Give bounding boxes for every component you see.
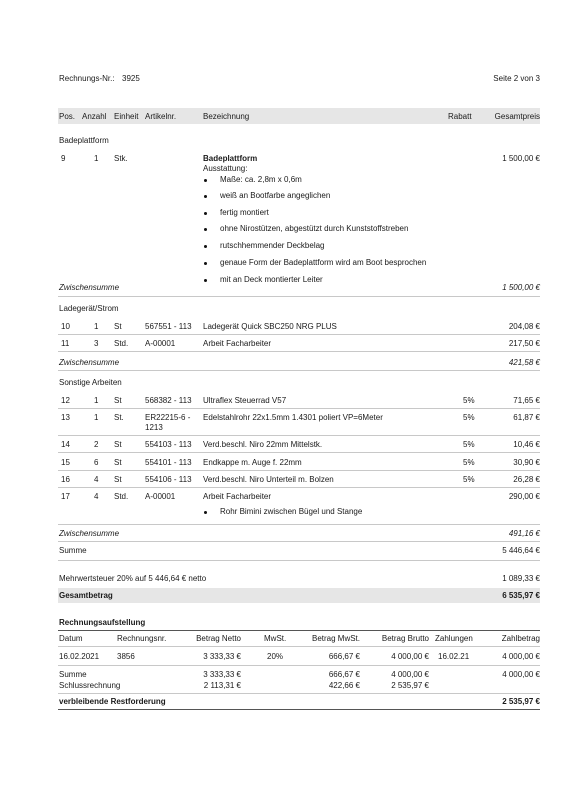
item-description: Verd.beschl. Niro 22mm Mittelstk. [203, 440, 323, 449]
item-discount: 5% [463, 413, 475, 422]
divider [58, 408, 540, 409]
item-description: Ladegerät Quick SBC250 NRG PLUS [203, 322, 337, 331]
group-title: Sonstige Arbeiten [59, 378, 122, 387]
item-qty: 1 [94, 396, 99, 405]
bullet-text: fertig montiert [220, 208, 269, 217]
item-price: 290,00 € [508, 492, 540, 501]
item-article: A-00001 [145, 339, 176, 348]
recap-row-invoice: 3856 [117, 652, 135, 661]
item-price: 1 500,00 € [502, 154, 540, 163]
vat-label: Mehrwertsteuer 20% auf 5 446,64 € netto [59, 574, 207, 583]
bullet-text: Maße: ca. 2,8m x 0,6m [220, 175, 302, 184]
bullet-icon [204, 212, 207, 215]
recap-sum-mwst: 666,67 € [328, 670, 360, 679]
recap-sum-brutto: 4 000,00 € [391, 670, 429, 679]
col-gesamtpreis: Gesamtpreis [494, 112, 540, 121]
item-discount: 5% [463, 440, 475, 449]
item-qty: 4 [94, 492, 99, 501]
remaining-label: verbleibende Restforderung [59, 697, 166, 706]
page-indicator: Seite 2 von 3 [493, 74, 540, 83]
divider [58, 452, 540, 453]
recap-header-zahlungen: Zahlungen [435, 634, 473, 643]
bullet-text: ohne Nirostützen, abgestützt durch Kunststoffstreben [220, 224, 409, 233]
col-artikelnr: Artikelnr. [145, 112, 177, 121]
item-discount: 5% [463, 475, 475, 484]
divider [58, 646, 540, 647]
item-pos: 10 [61, 322, 70, 331]
item-description: Badeplattform [203, 154, 258, 163]
recap-header-betrag-mwst: Betrag MwSt. [311, 634, 360, 643]
bullet-icon [204, 262, 207, 265]
divider [58, 487, 540, 488]
item-qty: 3 [94, 339, 99, 348]
item-description: Arbeit Facharbeiter [203, 339, 272, 348]
item-description: Arbeit Facharbeiter [203, 492, 272, 501]
recap-row-netto: 3 333,33 € [203, 652, 241, 661]
divider [58, 351, 540, 352]
item-description: Edelstahlrohr 22x1.5mm 1.4301 poliert VP=6Meter [203, 413, 383, 422]
recap-header-mwst: MwSt. [264, 634, 287, 643]
item-pos: 12 [61, 396, 70, 405]
item-pos: 14 [61, 440, 70, 449]
recap-final-mwst: 422,66 € [328, 681, 360, 690]
divider [58, 693, 540, 694]
item-unit: St [114, 440, 122, 449]
recap-final-netto: 2 113,31 € [203, 681, 241, 690]
recap-row-date: 16.02.2021 [59, 652, 100, 661]
item-price: 30,90 € [513, 458, 540, 467]
sum-value: 5 446,64 € [502, 546, 540, 555]
item-article: 567551 - 113 [145, 322, 192, 331]
item-article: 554101 - 113 [145, 458, 192, 467]
subtotal-value: 1 500,00 € [502, 283, 540, 292]
col-anzahl: Anzahl [82, 112, 107, 121]
item-discount: 5% [463, 458, 475, 467]
item-unit: Std. [114, 492, 129, 501]
item-price: 71,65 € [513, 396, 540, 405]
subtotal-value: 421,58 € [508, 358, 540, 367]
item-unit: St. [114, 413, 124, 422]
item-article: A-00001 [145, 492, 176, 501]
divider [58, 709, 540, 710]
bullet-icon [204, 228, 207, 231]
item-article: 554106 - 113 [145, 475, 192, 484]
item-article: ER22215-6 - [145, 413, 191, 422]
item-pos: 16 [61, 475, 70, 484]
item-pos: 9 [61, 154, 66, 163]
item-price: 26,28 € [513, 475, 540, 484]
item-pos: 13 [61, 413, 70, 422]
recap-final-label: Schlussrechnung [59, 681, 121, 690]
col-bezeichnung: Bezeichnung [203, 112, 250, 121]
bullet-icon [204, 511, 207, 514]
item-pos: 17 [61, 492, 70, 501]
recap-header-netto: Betrag Netto [196, 634, 241, 643]
item-price: 204,08 € [508, 322, 540, 331]
item-pos: 15 [61, 458, 70, 467]
item-price: 10,46 € [513, 440, 540, 449]
subtotal-value: 491,16 € [508, 529, 540, 538]
item-unit: St [114, 475, 122, 484]
item-description: Endkappe m. Auge f. 22mm [203, 458, 302, 467]
recap-row-brutto: 4 000,00 € [391, 652, 429, 661]
item-unit: St [114, 396, 122, 405]
divider [58, 470, 540, 471]
recap-sum-netto: 3 333,33 € [203, 670, 241, 679]
recap-header-brutto: Betrag Brutto [381, 634, 429, 643]
recap-row-zahlbetrag: 4 000,00 € [502, 652, 540, 661]
total-value: 6 535,97 € [502, 591, 540, 600]
total-band [58, 588, 540, 603]
recap-header-datum: Datum [59, 634, 83, 643]
recap-title: Rechnungsaufstellung [59, 618, 146, 627]
bullet-icon [204, 195, 207, 198]
invoice-number: 3925 [122, 74, 140, 83]
divider [58, 334, 540, 335]
item-description: Ultraflex Steuerrad V57 [203, 396, 287, 405]
item-qty: 1 [94, 413, 99, 422]
item-pos: 11 [61, 339, 70, 348]
divider [58, 370, 540, 371]
col-einheit: Einheit [114, 112, 139, 121]
item-unit: Std. [114, 339, 129, 348]
divider [58, 630, 540, 631]
col-rabatt: Rabatt [448, 112, 472, 121]
bullet-icon [204, 279, 207, 282]
item-unit: St [114, 458, 122, 467]
item-price: 217,50 € [508, 339, 540, 348]
sum-label: Summe [59, 546, 87, 555]
bullet-text: genaue Form der Badeplattform wird am Boot besprochen [220, 258, 427, 267]
subtotal-label: Zwischensumme [59, 283, 120, 292]
bullet-icon [204, 179, 207, 182]
item-price: 61,87 € [513, 413, 540, 422]
recap-header-rechnungsnr: Rechnungsnr. [117, 634, 167, 643]
divider [58, 524, 540, 525]
invoice-number-label: Rechnungs-Nr.: [59, 74, 115, 83]
item-description: Verd.beschl. Niro Unterteil m. Bolzen [203, 475, 334, 484]
col-pos: Pos. [59, 112, 76, 121]
recap-sum-label: Summe [59, 670, 87, 679]
total-label: Gesamtbetrag [59, 591, 113, 600]
subtotal-label: Zwischensumme [59, 529, 120, 538]
divider [58, 296, 540, 297]
recap-row-payment-date: 16.02.21 [438, 652, 470, 661]
divider [58, 560, 540, 561]
divider [58, 665, 540, 666]
recap-row-betrag-mwst: 666,67 € [328, 652, 360, 661]
bullet-text: mit an Deck montierter Leiter [220, 275, 323, 284]
bullet-text: rutschhemmender Deckbelag [220, 241, 325, 250]
recap-sum-zahl: 4 000,00 € [502, 670, 540, 679]
item-unit: Stk. [114, 154, 128, 163]
group-title: Ladegerät/Strom [59, 304, 119, 313]
remaining-value: 2 535,97 € [502, 697, 540, 706]
subtotal-label: Zwischensumme [59, 358, 120, 367]
bullet-text: weiß an Bootfarbe angeglichen [220, 191, 331, 200]
group-title: Badeplattform [59, 136, 109, 145]
item-unit: St [114, 322, 122, 331]
recap-final-brutto: 2 535,97 € [391, 681, 429, 690]
recap-row-mwst: 20% [267, 652, 284, 661]
item-qty: 1 [94, 154, 99, 163]
item-article-cont: 1213 [145, 423, 163, 432]
bullet-icon [204, 245, 207, 248]
divider [58, 541, 540, 542]
recap-header-zahlbetrag: Zahlbetrag [501, 634, 540, 643]
item-discount: 5% [463, 396, 475, 405]
item-qty: 2 [94, 440, 99, 449]
item-article: 568382 - 113 [145, 396, 192, 405]
item-subtitle: Ausstattung: [203, 164, 248, 173]
divider [58, 435, 540, 436]
bullet-text: Rohr Bimini zwischen Bügel und Stange [220, 507, 363, 516]
item-article: 554103 - 113 [145, 440, 192, 449]
item-qty: 6 [94, 458, 99, 467]
item-qty: 1 [94, 322, 99, 331]
vat-value: 1 089,33 € [502, 574, 540, 583]
item-qty: 4 [94, 475, 99, 484]
